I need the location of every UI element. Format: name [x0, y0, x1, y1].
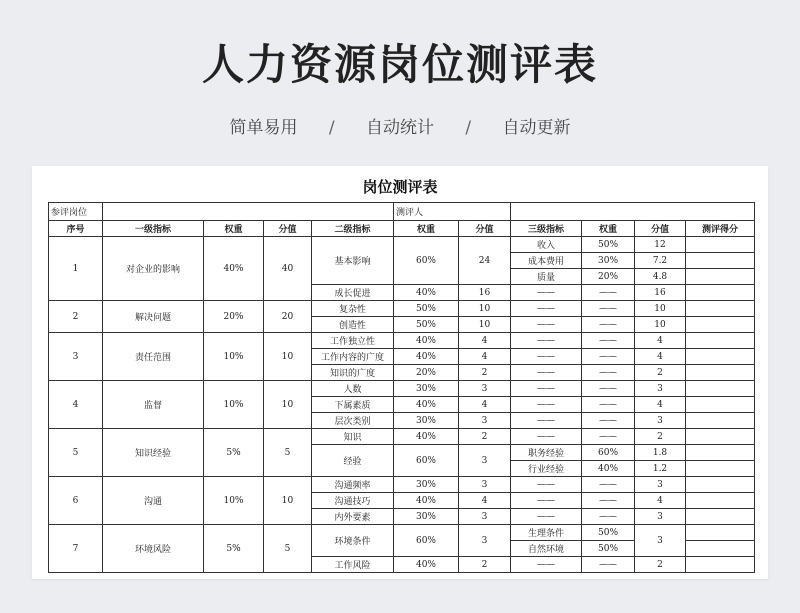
- tagline-separator: /: [328, 118, 335, 138]
- level1-weight-cell: 20%: [204, 301, 264, 333]
- level3-score-cell: 1.2: [635, 461, 686, 477]
- level3-indicator-cell: 收入: [511, 237, 582, 253]
- level3-weight-cell: 50%: [582, 237, 635, 253]
- evaluation-score-cell[interactable]: [686, 285, 755, 301]
- level3-indicator-cell: ——: [511, 285, 582, 301]
- level2-score-cell: 10: [459, 317, 511, 333]
- level2-weight-cell: 30%: [394, 477, 459, 493]
- level2-indicator-cell: 知识: [312, 429, 394, 445]
- level3-indicator-cell: ——: [511, 429, 582, 445]
- evaluation-score-cell[interactable]: [686, 429, 755, 445]
- evaluation-score-cell[interactable]: [686, 301, 755, 317]
- level2-score-cell: 3: [459, 381, 511, 397]
- level1-score-cell: 40: [264, 237, 312, 301]
- level2-indicator-cell: 经验: [312, 445, 394, 477]
- level2-score-cell: 10: [459, 301, 511, 317]
- index-cell: 6: [49, 477, 103, 525]
- level3-weight-cell: ——: [582, 413, 635, 429]
- index-cell: 2: [49, 301, 103, 333]
- level3-score-cell: 3: [635, 413, 686, 429]
- level2-score-cell: 3: [459, 477, 511, 493]
- level1-weight-cell: 5%: [204, 525, 264, 573]
- spreadsheet-preview: [32, 166, 768, 579]
- evaluation-score-cell[interactable]: [686, 237, 755, 253]
- level1-weight-cell: 10%: [204, 381, 264, 429]
- level2-indicator-cell: 环境条件: [312, 525, 394, 557]
- table-row: [49, 333, 755, 349]
- evaluation-score-cell[interactable]: [686, 349, 755, 365]
- index-cell: 4: [49, 381, 103, 429]
- header-cell: 分值: [635, 221, 686, 237]
- level3-indicator-cell: 成本费用: [511, 253, 582, 269]
- tagline-auto-update: 自动更新: [502, 118, 571, 138]
- evaluation-score-cell[interactable]: [686, 493, 755, 509]
- level2-indicator-cell: 沟通频率: [312, 477, 394, 493]
- level1-weight-cell: 10%: [204, 333, 264, 381]
- table-row: [49, 429, 755, 445]
- evaluation-score-cell[interactable]: [686, 509, 755, 525]
- level3-indicator-cell: ——: [511, 413, 582, 429]
- level2-score-cell: 3: [459, 509, 511, 525]
- header-cell: 测评得分: [686, 221, 755, 237]
- evaluation-score-cell[interactable]: [686, 333, 755, 349]
- level3-indicator-cell: ——: [511, 301, 582, 317]
- header-cell: 权重: [394, 221, 459, 237]
- level3-indicator-cell: ——: [511, 381, 582, 397]
- level2-indicator-cell: 人数: [312, 381, 394, 397]
- level3-score-cell: 3: [635, 525, 686, 557]
- evaluation-score-cell[interactable]: [686, 253, 755, 269]
- level3-score-cell: 2: [635, 429, 686, 445]
- table-row: [49, 525, 755, 541]
- level3-indicator-cell: 质量: [511, 269, 582, 285]
- header-cell: 权重: [582, 221, 635, 237]
- level3-weight-cell: ——: [582, 509, 635, 525]
- level3-score-cell: 12: [635, 237, 686, 253]
- level1-indicator-cell: 知识经验: [103, 429, 204, 477]
- header-cell: 一级指标: [103, 221, 204, 237]
- level3-indicator-cell: ——: [511, 317, 582, 333]
- level2-indicator-cell: 成长促进: [312, 285, 394, 301]
- level1-score-cell: 20: [264, 301, 312, 333]
- header-cell: 二级指标: [312, 221, 394, 237]
- level2-score-cell: 3: [459, 525, 511, 557]
- level3-indicator-cell: 行业经验: [511, 461, 582, 477]
- level2-weight-cell: 40%: [394, 493, 459, 509]
- header-cell: 三级指标: [511, 221, 582, 237]
- level3-weight-cell: ——: [582, 381, 635, 397]
- level3-indicator-cell: ——: [511, 477, 582, 493]
- level3-score-cell: 7.2: [635, 253, 686, 269]
- level3-indicator-cell: ——: [511, 557, 582, 573]
- level3-weight-cell: 20%: [582, 269, 635, 285]
- evaluation-score-cell[interactable]: [686, 397, 755, 413]
- level3-score-cell: 16: [635, 285, 686, 301]
- header-cell: 权重: [204, 221, 264, 237]
- level2-indicator-cell: 工作内容的广度: [312, 349, 394, 365]
- index-cell: 3: [49, 333, 103, 381]
- tagline: [0, 113, 800, 138]
- evaluation-score-cell[interactable]: [686, 445, 755, 461]
- level3-weight-cell: 60%: [582, 445, 635, 461]
- level1-score-cell: 10: [264, 333, 312, 381]
- evaluation-score-cell[interactable]: [686, 477, 755, 493]
- level1-weight-cell: 10%: [204, 477, 264, 525]
- level1-indicator-cell: 监督: [103, 381, 204, 429]
- level3-score-cell: 4: [635, 493, 686, 509]
- level3-weight-cell: ——: [582, 397, 635, 413]
- level3-score-cell: 3: [635, 477, 686, 493]
- level2-score-cell: 16: [459, 285, 511, 301]
- level2-weight-cell: 60%: [394, 445, 459, 477]
- post-value-cell[interactable]: [103, 203, 394, 221]
- level2-weight-cell: 40%: [394, 285, 459, 301]
- level3-score-cell: 4: [635, 349, 686, 365]
- level3-score-cell: 4: [635, 333, 686, 349]
- evaluation-score-cell[interactable]: [686, 541, 755, 557]
- level3-weight-cell: ——: [582, 285, 635, 301]
- level2-weight-cell: 30%: [394, 509, 459, 525]
- level1-score-cell: 5: [264, 429, 312, 477]
- level3-weight-cell: ——: [582, 317, 635, 333]
- level2-score-cell: 3: [459, 413, 511, 429]
- level2-score-cell: 2: [459, 557, 511, 573]
- level3-weight-cell: ——: [582, 301, 635, 317]
- level3-indicator-cell: 自然环境: [511, 541, 582, 557]
- level2-indicator-cell: 工作风险: [312, 557, 394, 573]
- level3-weight-cell: ——: [582, 477, 635, 493]
- table-row: [49, 477, 755, 493]
- level3-score-cell: 4.8: [635, 269, 686, 285]
- level3-indicator-cell: ——: [511, 365, 582, 381]
- level2-score-cell: 4: [459, 397, 511, 413]
- evaluation-score-cell[interactable]: [686, 413, 755, 429]
- level3-weight-cell: 50%: [582, 541, 635, 557]
- level2-score-cell: 4: [459, 333, 511, 349]
- level3-weight-cell: 30%: [582, 253, 635, 269]
- level2-score-cell: 3: [459, 445, 511, 477]
- level3-indicator-cell: 职务经验: [511, 445, 582, 461]
- level2-weight-cell: 50%: [394, 317, 459, 333]
- level2-indicator-cell: 内外要素: [312, 509, 394, 525]
- level2-indicator-cell: 沟通技巧: [312, 493, 394, 509]
- level3-indicator-cell: ——: [511, 509, 582, 525]
- level3-score-cell: 3: [635, 381, 686, 397]
- level3-weight-cell: 50%: [582, 525, 635, 541]
- level2-score-cell: 24: [459, 237, 511, 285]
- evaluation-score-cell[interactable]: [686, 461, 755, 477]
- post-label: 参评岗位: [49, 203, 103, 221]
- level3-weight-cell: ——: [582, 349, 635, 365]
- tagline-easy: 简单易用: [229, 118, 298, 138]
- evaluation-score-cell[interactable]: [686, 269, 755, 285]
- level1-score-cell: 5: [264, 525, 312, 573]
- level3-weight-cell: ——: [582, 429, 635, 445]
- level1-indicator-cell: 环境风险: [103, 525, 204, 573]
- level1-score-cell: 10: [264, 381, 312, 429]
- level3-indicator-cell: 生理条件: [511, 525, 582, 541]
- index-cell: 1: [49, 237, 103, 301]
- table-row: [49, 237, 755, 253]
- level3-score-cell: 2: [635, 557, 686, 573]
- level2-indicator-cell: 知识的广度: [312, 365, 394, 381]
- header-cell: 序号: [49, 221, 103, 237]
- level3-indicator-cell: ——: [511, 397, 582, 413]
- level2-score-cell: 4: [459, 493, 511, 509]
- level2-indicator-cell: 层次类别: [312, 413, 394, 429]
- evaluation-score-cell[interactable]: [686, 525, 755, 541]
- level2-indicator-cell: 下属素质: [312, 397, 394, 413]
- index-cell: 7: [49, 525, 103, 573]
- level2-weight-cell: 30%: [394, 413, 459, 429]
- level1-score-cell: 10: [264, 477, 312, 525]
- evaluation-score-cell[interactable]: [686, 381, 755, 397]
- level1-indicator-cell: 责任范围: [103, 333, 204, 381]
- header-cell: 分值: [459, 221, 511, 237]
- level3-weight-cell: ——: [582, 365, 635, 381]
- level2-weight-cell: 40%: [394, 557, 459, 573]
- level2-score-cell: 2: [459, 365, 511, 381]
- evaluation-table: [48, 202, 755, 573]
- level3-weight-cell: 40%: [582, 461, 635, 477]
- evaluation-score-cell[interactable]: [686, 317, 755, 333]
- header-row: [49, 221, 755, 237]
- evaluation-score-cell[interactable]: [686, 557, 755, 573]
- page-title: 人力资源岗位测评表: [201, 40, 598, 89]
- level3-score-cell: 1.8: [635, 445, 686, 461]
- table-row: [49, 381, 755, 397]
- level1-indicator-cell: 沟通: [103, 477, 204, 525]
- level2-weight-cell: 40%: [394, 429, 459, 445]
- table-row: [49, 301, 755, 317]
- level2-weight-cell: 40%: [394, 333, 459, 349]
- level2-weight-cell: 50%: [394, 301, 459, 317]
- level3-weight-cell: ——: [582, 557, 635, 573]
- tagline-auto-stats: 自动统计: [366, 118, 434, 138]
- post-row: [49, 203, 755, 221]
- level2-indicator-cell: 基本影响: [312, 237, 394, 285]
- level2-weight-cell: 20%: [394, 365, 459, 381]
- level3-score-cell: 4: [635, 397, 686, 413]
- level2-weight-cell: 40%: [394, 349, 459, 365]
- level2-score-cell: 2: [459, 429, 511, 445]
- level2-weight-cell: 30%: [394, 381, 459, 397]
- evaluator-label: 测评人: [394, 203, 511, 221]
- tagline-separator: /: [465, 118, 472, 138]
- level2-indicator-cell: 复杂性: [312, 301, 394, 317]
- evaluation-score-cell[interactable]: [686, 365, 755, 381]
- level1-weight-cell: 5%: [204, 429, 264, 477]
- level2-score-cell: 4: [459, 349, 511, 365]
- level2-indicator-cell: 创造性: [312, 317, 394, 333]
- level1-indicator-cell: 解决问题: [103, 301, 204, 333]
- header-cell: 分值: [264, 221, 312, 237]
- level3-weight-cell: ——: [582, 493, 635, 509]
- level2-indicator-cell: 工作独立性: [312, 333, 394, 349]
- evaluator-value-cell[interactable]: [511, 203, 755, 221]
- level2-weight-cell: 60%: [394, 525, 459, 557]
- level1-indicator-cell: 对企业的影响: [103, 237, 204, 301]
- level2-weight-cell: 60%: [394, 237, 459, 285]
- level3-score-cell: 3: [635, 509, 686, 525]
- index-cell: 5: [49, 429, 103, 477]
- level3-weight-cell: ——: [582, 333, 635, 349]
- sheet-title: 岗位测评表: [362, 178, 438, 196]
- level2-weight-cell: 40%: [394, 397, 459, 413]
- level3-indicator-cell: ——: [511, 333, 582, 349]
- level1-weight-cell: 40%: [204, 237, 264, 301]
- level3-score-cell: 2: [635, 365, 686, 381]
- level3-indicator-cell: ——: [511, 349, 582, 365]
- level3-score-cell: 10: [635, 301, 686, 317]
- level3-indicator-cell: ——: [511, 493, 582, 509]
- level3-score-cell: 10: [635, 317, 686, 333]
